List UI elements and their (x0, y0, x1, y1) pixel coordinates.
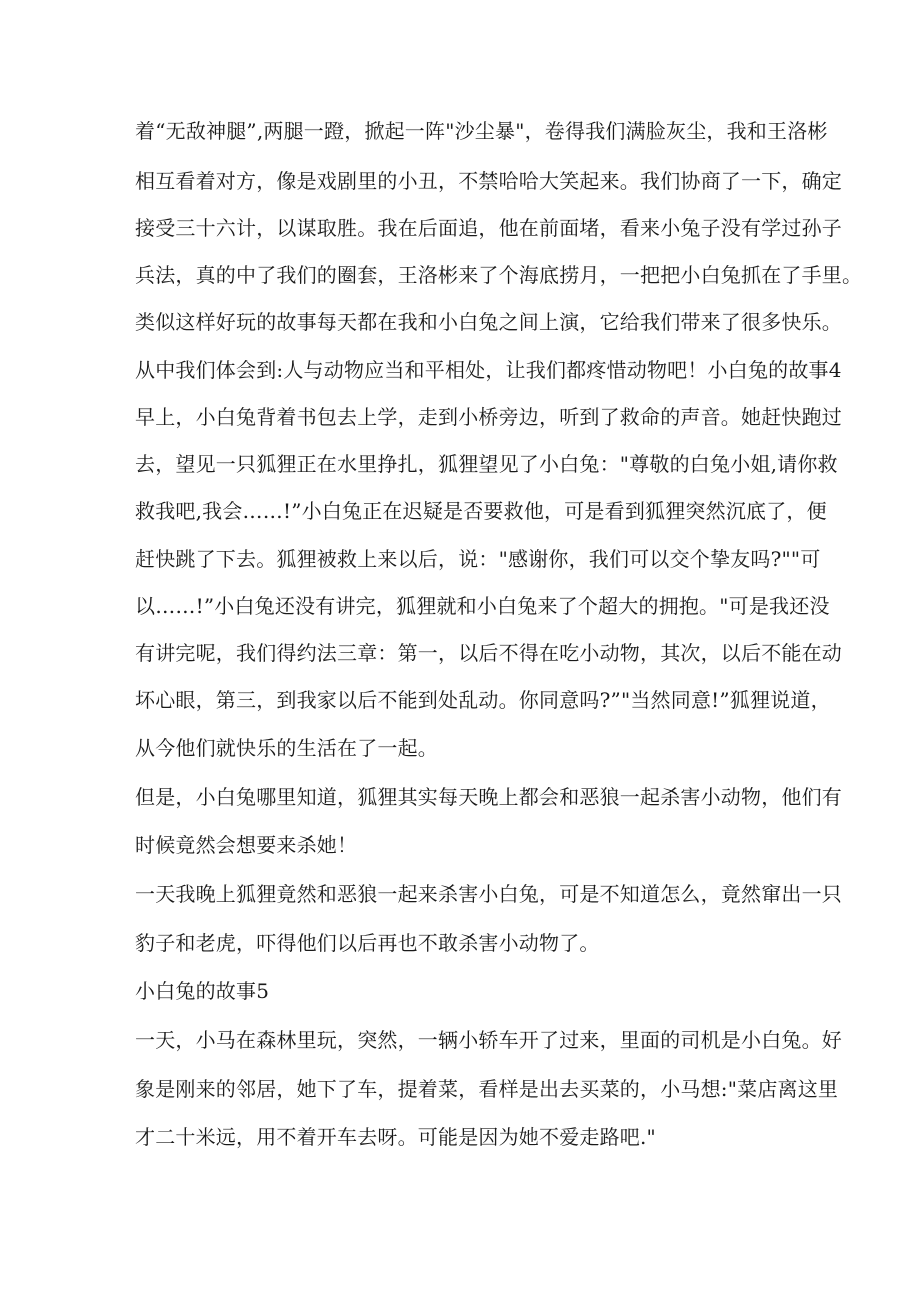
text-line: 但是，小白兔哪里知道，狐狸其实每天晚上都会和恶狼一起杀害小动物，他们有 (135, 785, 842, 809)
text-line: 接受三十六计，以谋取胜。我在后面追，他在前面堵，看来小兔子没有学过孙子 (135, 216, 842, 240)
text-line: 救我吧,我会……!”小白兔正在迟疑是否要救他，可是看到狐狸突然沉底了，便 (135, 499, 827, 523)
text-line: 有讲完呢，我们得约法三章：第一，以后不得在吃小动物，其次，以后不能在动 (135, 641, 842, 665)
text-line: 从今他们就快乐的生活在了一起。 (135, 736, 438, 760)
text-line: 一天，小马在森林里玩，突然，一辆小轿车开了过来，里面的司机是小白兔。好 (135, 1028, 842, 1052)
text-line: 时候竟然会想要来杀她！ (135, 833, 358, 857)
text-line: 以……!”小白兔还没有讲完，狐狸就和小白兔来了个超大的拥抱。"可是我还没 (135, 594, 830, 618)
text-line: 才二十米远，用不着开车去呀。可能是因为她不爱走路吧." (135, 1125, 656, 1149)
text-line: 相互看着对方，像是戏剧里的小丑，不禁哈哈大笑起来。我们协商了一下，确定 (135, 169, 842, 193)
text-line: 从中我们体会到:人与动物应当和平相处，让我们都疼惜动物吧！小白兔的故事4 (135, 358, 842, 382)
text-line: 豹子和老虎，吓得他们以后再也不敢杀害小动物了。 (135, 931, 600, 955)
section-heading: 小白兔的故事5 (135, 979, 270, 1003)
text-line: 坏心眼，第三，到我家以后不能到处乱动。你同意吗?”"当然同意!”狐狸说道， (135, 688, 831, 712)
text-line: 早上，小白兔背着书包去上学，走到小桥旁边，听到了救命的声音。她赶快跑过 (135, 405, 842, 429)
text-line: 去，望见一只狐狸正在水里挣扎，狐狸望见了小白兔："尊敬的白兔小姐,请你救 (135, 452, 838, 476)
text-line: 赶快跳了下去。狐狸被救上来以后，说："感谢你，我们可以交个挚友吗?""可 (135, 547, 821, 571)
text-line: 着“无敌神腿”,两腿一蹬，掀起一阵"沙尘暴"，卷得我们满脸灰尘，我和王洛彬 (135, 119, 828, 143)
text-line: 象是刚来的邻居，她下了车，提着菜，看样是出去买菜的，小马想:"菜店离这里 (135, 1077, 839, 1101)
text-line: 类似这样好玩的故事每天都在我和小白兔之间上演，它给我们带来了很多快乐。 (135, 310, 842, 334)
text-line: 一天我晚上狐狸竟然和恶狼一起来杀害小白兔，可是不知道怎么，竟然窜出一只 (135, 882, 842, 906)
text-line: 兵法，真的中了我们的圈套，王洛彬来了个海底捞月，一把把小白兔抓在了手里。 (135, 263, 863, 287)
